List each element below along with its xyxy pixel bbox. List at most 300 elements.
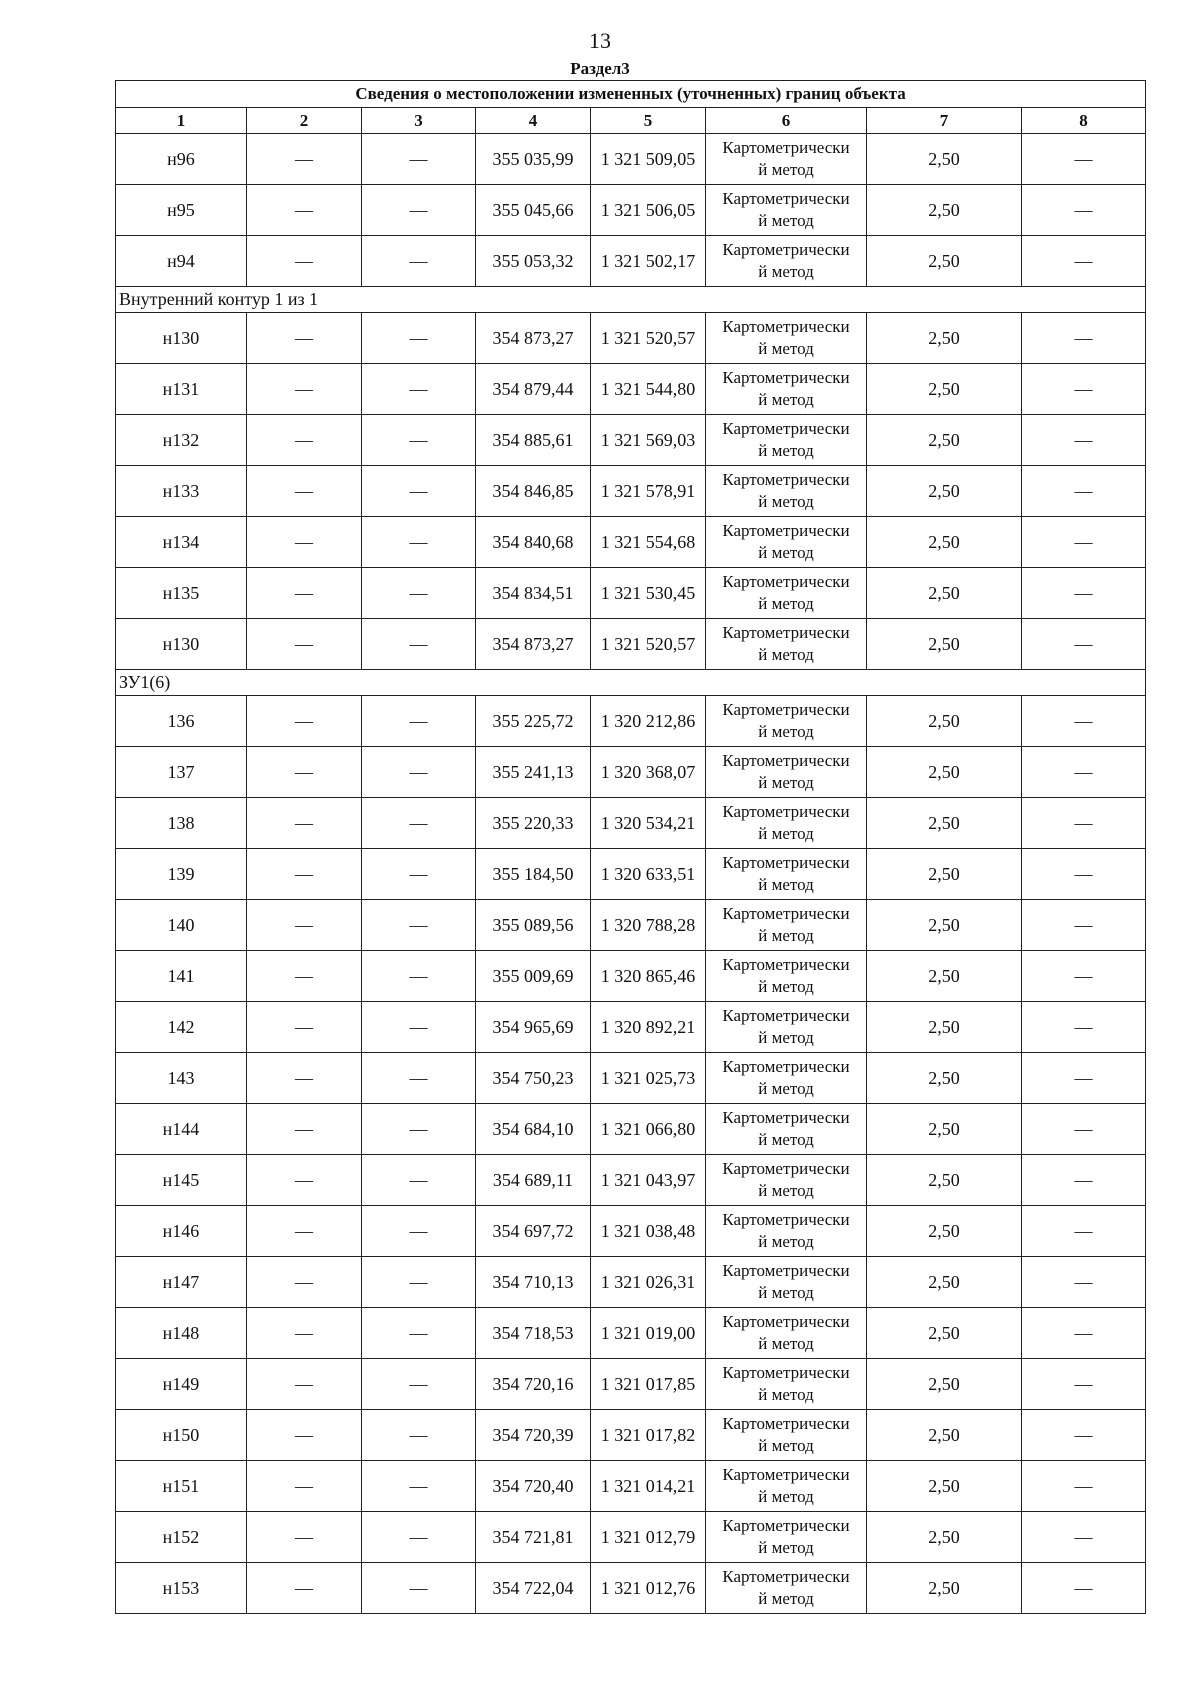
method-line-2: й метод	[758, 824, 814, 843]
column-2-dash: —	[247, 696, 362, 747]
table-row	[116, 1563, 1146, 1614]
table-row	[116, 951, 1146, 1002]
method-line-1: Картометрически	[722, 853, 850, 872]
method-line-2: й метод	[758, 160, 814, 179]
column-3-dash: —	[362, 900, 476, 951]
accuracy-cell: 2,50	[867, 798, 1022, 849]
group-label: Внутренний контур 1 из 1	[116, 287, 1146, 313]
accuracy-cell: 2,50	[867, 1206, 1022, 1257]
point-id-cell: н135	[116, 568, 247, 619]
y-coordinate-cell: 1 320 788,28	[591, 900, 706, 951]
table-body	[116, 134, 1146, 1614]
method-line-1: Картометрически	[722, 1414, 850, 1433]
y-coordinate-cell: 1 320 633,51	[591, 849, 706, 900]
column-3-dash: —	[362, 1563, 476, 1614]
method-cell	[706, 1206, 867, 1257]
column-2-dash: —	[247, 1002, 362, 1053]
method-cell	[706, 1410, 867, 1461]
point-id-cell: н94	[116, 236, 247, 287]
method-line-2: й метод	[758, 543, 814, 562]
table-row	[116, 849, 1146, 900]
table-row	[116, 517, 1146, 568]
column-8-dash: —	[1022, 1410, 1146, 1461]
y-coordinate-cell: 1 321 506,05	[591, 185, 706, 236]
method-line-2: й метод	[758, 773, 814, 792]
point-id-cell: 138	[116, 798, 247, 849]
method-line-1: Картометрически	[722, 1108, 850, 1127]
y-coordinate-cell: 1 321 014,21	[591, 1461, 706, 1512]
column-8-dash: —	[1022, 1053, 1146, 1104]
column-3-dash: —	[362, 1206, 476, 1257]
y-coordinate-cell: 1 321 530,45	[591, 568, 706, 619]
column-2-dash: —	[247, 313, 362, 364]
column-2-dash: —	[247, 747, 362, 798]
accuracy-cell: 2,50	[867, 568, 1022, 619]
method-cell	[706, 619, 867, 670]
column-3-dash: —	[362, 185, 476, 236]
column-2-dash: —	[247, 185, 362, 236]
accuracy-cell: 2,50	[867, 849, 1022, 900]
method-line-2: й метод	[758, 1334, 814, 1353]
table-row	[116, 415, 1146, 466]
x-coordinate-cell: 354 720,16	[476, 1359, 591, 1410]
point-id-cell: н147	[116, 1257, 247, 1308]
x-coordinate-cell: 355 220,33	[476, 798, 591, 849]
method-line-1: Картометрически	[722, 138, 850, 157]
x-coordinate-cell: 354 965,69	[476, 1002, 591, 1053]
y-coordinate-cell: 1 321 544,80	[591, 364, 706, 415]
table-row	[116, 1104, 1146, 1155]
method-line-2: й метод	[758, 1487, 814, 1506]
method-line-2: й метод	[758, 977, 814, 996]
table-row	[116, 313, 1146, 364]
method-line-1: Картометрически	[722, 1261, 850, 1280]
method-line-1: Картометрически	[722, 623, 850, 642]
column-3-dash: —	[362, 415, 476, 466]
accuracy-cell: 2,50	[867, 236, 1022, 287]
method-cell	[706, 185, 867, 236]
x-coordinate-cell: 354 720,39	[476, 1410, 591, 1461]
column-2-dash: —	[247, 134, 362, 185]
column-3-dash: —	[362, 849, 476, 900]
x-coordinate-cell: 355 089,56	[476, 900, 591, 951]
accuracy-cell: 2,50	[867, 1053, 1022, 1104]
x-coordinate-cell: 354 689,11	[476, 1155, 591, 1206]
x-coordinate-cell: 354 720,40	[476, 1461, 591, 1512]
table-row	[116, 1512, 1146, 1563]
method-line-1: Картометрически	[722, 751, 850, 770]
column-8-dash: —	[1022, 364, 1146, 415]
accuracy-cell: 2,50	[867, 415, 1022, 466]
table-row	[116, 1002, 1146, 1053]
column-number-8: 8	[1022, 108, 1146, 134]
x-coordinate-cell: 355 241,13	[476, 747, 591, 798]
y-coordinate-cell: 1 321 520,57	[591, 313, 706, 364]
column-8-dash: —	[1022, 1206, 1146, 1257]
method-line-1: Картометрически	[722, 1363, 850, 1382]
x-coordinate-cell: 354 697,72	[476, 1206, 591, 1257]
method-cell	[706, 1461, 867, 1512]
x-coordinate-cell: 354 718,53	[476, 1308, 591, 1359]
method-line-1: Картометрически	[722, 1465, 850, 1484]
y-coordinate-cell: 1 321 502,17	[591, 236, 706, 287]
point-id-cell: н152	[116, 1512, 247, 1563]
point-id-cell: н146	[116, 1206, 247, 1257]
column-8-dash: —	[1022, 415, 1146, 466]
column-8-dash: —	[1022, 619, 1146, 670]
table-row	[116, 236, 1146, 287]
method-cell	[706, 798, 867, 849]
column-3-dash: —	[362, 236, 476, 287]
column-2-dash: —	[247, 517, 362, 568]
column-8-dash: —	[1022, 1155, 1146, 1206]
table-row	[116, 1359, 1146, 1410]
point-id-cell: н96	[116, 134, 247, 185]
accuracy-cell: 2,50	[867, 1308, 1022, 1359]
group-header-row	[116, 670, 1146, 696]
method-cell	[706, 1512, 867, 1563]
column-8-dash: —	[1022, 1512, 1146, 1563]
column-8-dash: —	[1022, 1563, 1146, 1614]
method-line-1: Картометрически	[722, 470, 850, 489]
column-3-dash: —	[362, 1512, 476, 1563]
column-3-dash: —	[362, 798, 476, 849]
x-coordinate-cell: 354 873,27	[476, 619, 591, 670]
column-8-dash: —	[1022, 134, 1146, 185]
method-line-1: Картометрически	[722, 368, 850, 387]
accuracy-cell: 2,50	[867, 1155, 1022, 1206]
method-cell	[706, 517, 867, 568]
method-line-2: й метод	[758, 390, 814, 409]
method-line-1: Картометрически	[722, 521, 850, 540]
method-line-2: й метод	[758, 339, 814, 358]
column-3-dash: —	[362, 1410, 476, 1461]
method-line-1: Картометрически	[722, 1312, 850, 1331]
y-coordinate-cell: 1 321 038,48	[591, 1206, 706, 1257]
column-2-dash: —	[247, 619, 362, 670]
column-3-dash: —	[362, 747, 476, 798]
x-coordinate-cell: 354 684,10	[476, 1104, 591, 1155]
point-id-cell: 140	[116, 900, 247, 951]
method-line-2: й метод	[758, 1385, 814, 1404]
method-line-2: й метод	[758, 1181, 814, 1200]
method-line-2: й метод	[758, 1538, 814, 1557]
point-id-cell: н131	[116, 364, 247, 415]
accuracy-cell: 2,50	[867, 951, 1022, 1002]
y-coordinate-cell: 1 320 865,46	[591, 951, 706, 1002]
point-id-cell: н149	[116, 1359, 247, 1410]
column-8-dash: —	[1022, 236, 1146, 287]
column-2-dash: —	[247, 1512, 362, 1563]
column-number-7: 7	[867, 108, 1022, 134]
column-3-dash: —	[362, 951, 476, 1002]
page-number: 13	[589, 28, 611, 53]
method-line-1: Картометрически	[722, 802, 850, 821]
accuracy-cell: 2,50	[867, 619, 1022, 670]
method-line-1: Картометрически	[722, 1210, 850, 1229]
column-8-dash: —	[1022, 1257, 1146, 1308]
method-line-1: Картометрически	[722, 240, 850, 259]
method-line-2: й метод	[758, 926, 814, 945]
column-number-5: 5	[591, 108, 706, 134]
column-8-dash: —	[1022, 1308, 1146, 1359]
y-coordinate-cell: 1 321 012,76	[591, 1563, 706, 1614]
method-line-2: й метод	[758, 441, 814, 460]
accuracy-cell: 2,50	[867, 1512, 1022, 1563]
y-coordinate-cell: 1 321 026,31	[591, 1257, 706, 1308]
accuracy-cell: 2,50	[867, 1410, 1022, 1461]
method-line-1: Картометрически	[722, 1006, 850, 1025]
group-header-row	[116, 287, 1146, 313]
column-3-dash: —	[362, 619, 476, 670]
accuracy-cell: 2,50	[867, 1461, 1022, 1512]
table-row	[116, 900, 1146, 951]
column-2-dash: —	[247, 1359, 362, 1410]
y-coordinate-cell: 1 321 043,97	[591, 1155, 706, 1206]
table-row	[116, 185, 1146, 236]
y-coordinate-cell: 1 321 569,03	[591, 415, 706, 466]
y-coordinate-cell: 1 321 017,82	[591, 1410, 706, 1461]
column-3-dash: —	[362, 134, 476, 185]
column-3-dash: —	[362, 1359, 476, 1410]
method-cell	[706, 849, 867, 900]
column-2-dash: —	[247, 236, 362, 287]
method-line-2: й метод	[758, 262, 814, 281]
method-cell	[706, 134, 867, 185]
point-id-cell: 139	[116, 849, 247, 900]
table-row	[116, 1053, 1146, 1104]
method-cell	[706, 1308, 867, 1359]
method-line-2: й метод	[758, 1028, 814, 1047]
column-8-dash: —	[1022, 951, 1146, 1002]
x-coordinate-cell: 355 009,69	[476, 951, 591, 1002]
method-line-1: Картометрически	[722, 1567, 850, 1586]
method-line-2: й метод	[758, 645, 814, 664]
table-row	[116, 1206, 1146, 1257]
column-8-dash: —	[1022, 696, 1146, 747]
point-id-cell: н151	[116, 1461, 247, 1512]
point-id-cell: 142	[116, 1002, 247, 1053]
method-cell	[706, 747, 867, 798]
method-line-2: й метод	[758, 1079, 814, 1098]
table-row	[116, 1461, 1146, 1512]
column-number-6: 6	[706, 108, 867, 134]
column-3-dash: —	[362, 1155, 476, 1206]
x-coordinate-cell: 354 873,27	[476, 313, 591, 364]
method-cell	[706, 1155, 867, 1206]
column-2-dash: —	[247, 900, 362, 951]
table-row	[116, 696, 1146, 747]
column-2-dash: —	[247, 1410, 362, 1461]
x-coordinate-cell: 354 885,61	[476, 415, 591, 466]
column-8-dash: —	[1022, 313, 1146, 364]
column-number-row	[116, 108, 1146, 134]
column-8-dash: —	[1022, 747, 1146, 798]
column-3-dash: —	[362, 1257, 476, 1308]
method-cell	[706, 1104, 867, 1155]
x-coordinate-cell: 355 225,72	[476, 696, 591, 747]
column-8-dash: —	[1022, 517, 1146, 568]
column-3-dash: —	[362, 466, 476, 517]
method-line-1: Картометрически	[722, 1516, 850, 1535]
column-2-dash: —	[247, 1206, 362, 1257]
method-line-1: Картометрически	[722, 1159, 850, 1178]
column-2-dash: —	[247, 415, 362, 466]
x-coordinate-cell: 354 722,04	[476, 1563, 591, 1614]
section-title: Раздел3	[570, 59, 630, 78]
method-cell	[706, 1257, 867, 1308]
point-id-cell: н145	[116, 1155, 247, 1206]
method-cell	[706, 236, 867, 287]
accuracy-cell: 2,50	[867, 1257, 1022, 1308]
group-label: ЗУ1(6)	[116, 670, 1146, 696]
method-line-1: Картометрически	[722, 189, 850, 208]
x-coordinate-cell: 354 879,44	[476, 364, 591, 415]
column-3-dash: —	[362, 364, 476, 415]
y-coordinate-cell: 1 321 025,73	[591, 1053, 706, 1104]
column-3-dash: —	[362, 313, 476, 364]
x-coordinate-cell: 355 035,99	[476, 134, 591, 185]
y-coordinate-cell: 1 321 017,85	[591, 1359, 706, 1410]
column-3-dash: —	[362, 696, 476, 747]
column-2-dash: —	[247, 364, 362, 415]
y-coordinate-cell: 1 321 520,57	[591, 619, 706, 670]
column-8-dash: —	[1022, 1002, 1146, 1053]
table-row	[116, 619, 1146, 670]
method-cell	[706, 364, 867, 415]
table-row	[116, 568, 1146, 619]
y-coordinate-cell: 1 321 554,68	[591, 517, 706, 568]
column-8-dash: —	[1022, 568, 1146, 619]
x-coordinate-cell: 354 750,23	[476, 1053, 591, 1104]
method-line-1: Картометрически	[722, 955, 850, 974]
point-id-cell: н153	[116, 1563, 247, 1614]
accuracy-cell: 2,50	[867, 696, 1022, 747]
x-coordinate-cell: 354 710,13	[476, 1257, 591, 1308]
method-cell	[706, 466, 867, 517]
column-2-dash: —	[247, 1308, 362, 1359]
method-cell	[706, 568, 867, 619]
method-cell	[706, 951, 867, 1002]
point-id-cell: н144	[116, 1104, 247, 1155]
method-cell	[706, 1563, 867, 1614]
point-id-cell: н132	[116, 415, 247, 466]
method-line-1: Картометрически	[722, 1057, 850, 1076]
column-2-dash: —	[247, 1053, 362, 1104]
y-coordinate-cell: 1 320 212,86	[591, 696, 706, 747]
table-row	[116, 1155, 1146, 1206]
accuracy-cell: 2,50	[867, 134, 1022, 185]
column-2-dash: —	[247, 951, 362, 1002]
point-id-cell: н130	[116, 619, 247, 670]
column-2-dash: —	[247, 798, 362, 849]
column-2-dash: —	[247, 466, 362, 517]
accuracy-cell: 2,50	[867, 1002, 1022, 1053]
y-coordinate-cell: 1 320 368,07	[591, 747, 706, 798]
table-row	[116, 1257, 1146, 1308]
accuracy-cell: 2,50	[867, 364, 1022, 415]
method-cell	[706, 1359, 867, 1410]
method-line-2: й метод	[758, 1130, 814, 1149]
column-2-dash: —	[247, 568, 362, 619]
x-coordinate-cell: 355 053,32	[476, 236, 591, 287]
boundary-coordinates-table	[115, 80, 1146, 1614]
x-coordinate-cell: 354 721,81	[476, 1512, 591, 1563]
table-row	[116, 1308, 1146, 1359]
y-coordinate-cell: 1 321 509,05	[591, 134, 706, 185]
table-caption: Сведения о местоположении измененных (уточненных) границ объекта	[116, 81, 1146, 108]
method-cell	[706, 696, 867, 747]
x-coordinate-cell: 355 184,50	[476, 849, 591, 900]
column-2-dash: —	[247, 1104, 362, 1155]
accuracy-cell: 2,50	[867, 517, 1022, 568]
x-coordinate-cell: 354 840,68	[476, 517, 591, 568]
accuracy-cell: 2,50	[867, 1104, 1022, 1155]
column-8-dash: —	[1022, 1359, 1146, 1410]
point-id-cell: 137	[116, 747, 247, 798]
column-8-dash: —	[1022, 1104, 1146, 1155]
method-line-1: Картометрически	[722, 572, 850, 591]
column-8-dash: —	[1022, 849, 1146, 900]
accuracy-cell: 2,50	[867, 747, 1022, 798]
column-3-dash: —	[362, 568, 476, 619]
method-line-2: й метод	[758, 1436, 814, 1455]
point-id-cell: 141	[116, 951, 247, 1002]
point-id-cell: 136	[116, 696, 247, 747]
method-cell	[706, 313, 867, 364]
point-id-cell: н150	[116, 1410, 247, 1461]
point-id-cell: н133	[116, 466, 247, 517]
column-2-dash: —	[247, 1257, 362, 1308]
accuracy-cell: 2,50	[867, 466, 1022, 517]
column-3-dash: —	[362, 1308, 476, 1359]
point-id-cell: н130	[116, 313, 247, 364]
method-line-2: й метод	[758, 594, 814, 613]
y-coordinate-cell: 1 321 066,80	[591, 1104, 706, 1155]
method-line-2: й метод	[758, 1283, 814, 1302]
method-line-1: Картометрически	[722, 317, 850, 336]
method-line-2: й метод	[758, 1589, 814, 1608]
accuracy-cell: 2,50	[867, 1563, 1022, 1614]
y-coordinate-cell: 1 320 534,21	[591, 798, 706, 849]
column-3-dash: —	[362, 1053, 476, 1104]
method-cell	[706, 1053, 867, 1104]
method-line-1: Картометрически	[722, 700, 850, 719]
x-coordinate-cell: 354 846,85	[476, 466, 591, 517]
column-number-3: 3	[362, 108, 476, 134]
column-3-dash: —	[362, 517, 476, 568]
point-id-cell: 143	[116, 1053, 247, 1104]
accuracy-cell: 2,50	[867, 900, 1022, 951]
table-row	[116, 1410, 1146, 1461]
x-coordinate-cell: 354 834,51	[476, 568, 591, 619]
point-id-cell: н134	[116, 517, 247, 568]
table-row	[116, 134, 1146, 185]
x-coordinate-cell: 355 045,66	[476, 185, 591, 236]
method-line-2: й метод	[758, 722, 814, 741]
y-coordinate-cell: 1 321 578,91	[591, 466, 706, 517]
method-cell	[706, 1002, 867, 1053]
column-number-4: 4	[476, 108, 591, 134]
method-cell	[706, 415, 867, 466]
column-2-dash: —	[247, 1461, 362, 1512]
point-id-cell: н95	[116, 185, 247, 236]
method-line-2: й метод	[758, 492, 814, 511]
method-cell	[706, 900, 867, 951]
method-line-2: й метод	[758, 211, 814, 230]
column-8-dash: —	[1022, 466, 1146, 517]
column-8-dash: —	[1022, 1461, 1146, 1512]
